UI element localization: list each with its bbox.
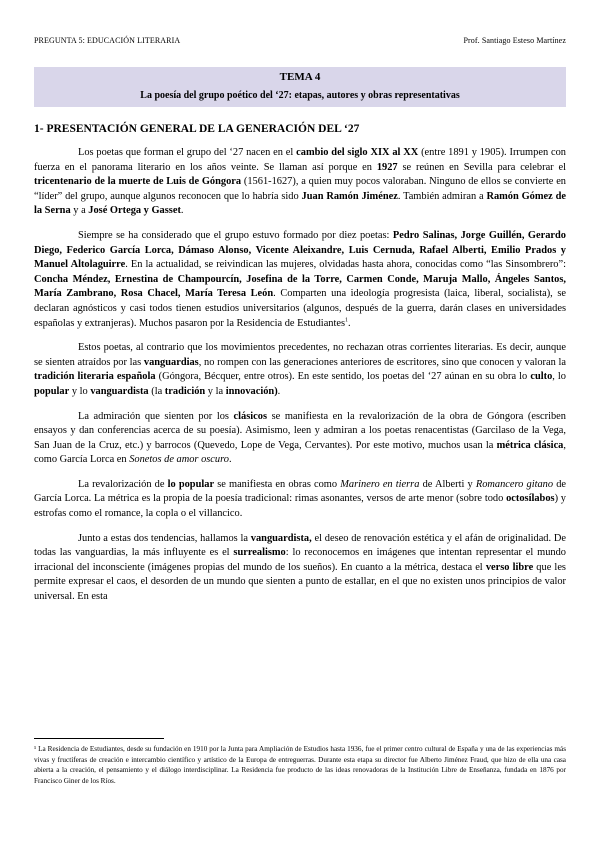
bold-text: popular: [34, 385, 70, 397]
bold-text: octosílabos: [506, 493, 555, 505]
text-run: y a: [70, 205, 89, 217]
paragraph: [34, 410, 566, 468]
text-run: .: [277, 385, 281, 397]
text-run: , no rompen con las generaciones anteriores de escritores, sino que conocen y valoran la: [198, 356, 566, 368]
paragraph: [34, 341, 566, 399]
bold-text: Juan Ramón Jiménez: [301, 190, 398, 202]
bold-text: tricentenario de la muerte de Luis de Góngora: [34, 176, 242, 188]
bold-text: surrealismo: [233, 547, 286, 559]
text-run: . También admiran a: [397, 190, 487, 202]
text-run: La revalorización de: [78, 478, 168, 490]
text-run: de Alberti y: [419, 478, 476, 490]
text-run: , lo: [552, 371, 567, 383]
bold-text: José Ortega y Gasset: [88, 205, 181, 217]
text-run: . En la actualidad, se reivindican las mujeres, olvidadas hasta ahora, conocidas como “las Sinsombrero”:: [125, 259, 566, 271]
text-run: La admiración que sienten por los: [78, 410, 234, 422]
text-run: (entre 1891 y 1905). Irrumpen con fuerza en el panorama literario en los años veinte. Se llaman así porque en: [34, 147, 566, 173]
text-run: (1561-1627), a quien muy pocos valoraban. Ninguno de ellos se convierte en “líder” del grupo, aunque algunos reconocen que lo habría sido: [34, 176, 567, 202]
text-run: que les permite expresar el caos, el desorden de un mundo que sienten a punto de estallar, en el que no existen unos principios de valor universal. En esta: [34, 561, 566, 603]
footnote-ref: 1: [345, 317, 349, 324]
bold-text: vanguardista,: [250, 532, 312, 544]
bold-text: clásicos: [233, 410, 268, 422]
bold-text: Ramón Gómez de la Serna: [34, 190, 566, 217]
text-run: (Góngora, Bécquer, entre otros). En este sentido, los poetas del ‘27 aúnan en su obra lo: [155, 371, 531, 383]
bold-text: lo popular: [167, 478, 215, 490]
paragraph: [34, 478, 566, 522]
text-run: .: [348, 317, 351, 329]
text-run: se manifiesta en obras como: [214, 478, 341, 490]
bold-text: vanguardias: [143, 356, 199, 368]
text-run: y lo: [69, 385, 91, 397]
text-run: , como García Lorca en: [34, 439, 566, 466]
bold-text: culto: [530, 371, 553, 383]
italic-title: Romancero gitano: [475, 478, 554, 490]
text-run: ) y estrofas como el romance, la copla o el villancico.: [34, 493, 566, 520]
italic-title: Marinero en tierra: [340, 478, 420, 490]
header-teacher: Prof. Santiago Esteso Martínez: [463, 36, 566, 45]
text-run: se reúnen en Sevilla para celebrar el: [397, 161, 566, 173]
bold-text: vanguardista: [90, 385, 149, 397]
topic-subtitle: La poesía del grupo poético del ‘27: etapas, autores y obras representativas: [140, 90, 460, 101]
paragraph: [34, 229, 566, 331]
italic-title: Sonetos de amor oscuro: [129, 454, 229, 466]
bold-text: innovación): [225, 385, 278, 397]
bold-text: cambio del siglo XIX al XX: [296, 147, 419, 158]
text-run: .: [228, 454, 232, 466]
text-run: se manifiesta en la revalorización de la obra de Góngora (escriben ensayos y dan conferencias acerca de su poesía). Asimismo, leen y admiran a los poetas renacentistas (Garcilaso de la Vega, San Juan de la Cruz, etc.) y barrocos (Quevedo, Lope de Vega, Cervantes). Por este motivo, muchos usan la: [34, 410, 566, 451]
text-run: y la: [205, 385, 226, 397]
text-run: de García Lorca. La métrica es la propia de la poesía tradicional: rimas asonantes, versos de arte menor (sobre todo: [34, 478, 567, 505]
bold-text: tradición: [164, 385, 206, 397]
bold-text: Pedro Salinas, Jorge Guillén, Gerardo Diego, Federico García Lorca, Dámaso Alonso, Vicente Aleixandre, Luis Cernuda, Rafael Alberti, Emilio Prados y Manuel Altolaguirre: [34, 229, 566, 271]
bold-text: 1927: [376, 161, 398, 173]
paragraph: [34, 146, 566, 219]
paragraph: [34, 532, 566, 605]
topic-title: TEMA 4: [279, 71, 321, 83]
text-run: : lo reconocemos en imágenes que intentan representar el mundo irracional del inconsciente (imágenes propias del mundo de los sueños). En cuanto a la métrica, destaca el: [34, 547, 566, 573]
footnote-separator: [34, 738, 164, 739]
body-text: [34, 146, 566, 615]
footnote: ¹ La Residencia de Estudiantes, desde su fundación en 1910 por la Junta para Ampliación de Estudios hasta 1936, fue el primer centro cultural de España y una de las experiencias más vivas y fructíferas de creación e intercambio científico y artístico de la Europa de entreguerras. Durante esta etapa su director fue Alberto Jiménez Fraud, que hizo de ella una casa abierta a la creación, el pensamiento y el diálogo interdisciplinar. La Residencia fue producto de las ideas renovadoras de la Institución Libre de Enseñanza, fundada en 1876 por Francisco Giner de los Ríos.: [34, 745, 566, 785]
title-box: [34, 67, 566, 107]
bold-text: Concha Méndez, Ernestina de Champourcín, Josefina de la Torre, Carmen Conde, Maruja Mallo, Ángeles Santos, María Zambrano, Rosa Chacel, María Teresa León: [34, 273, 566, 300]
bold-text: métrica clásica: [496, 439, 564, 451]
text-run: (la: [148, 385, 165, 397]
text-run: Estos poetas, al contrario que los movimientos precedentes, no rechazan otras corrientes literarias. Es decir, aunque se sienten atraídos por las: [34, 342, 566, 368]
text-run: . Comparten una ideología progresista (laica, liberal, socialista), se declaran agnósticos y casi todos tienen estudios universitarios (algunos, después de la guerra, darán clases en universidades españolas y extranjeras). Muchos pasaron por la Residencia de Estudiantes: [34, 288, 566, 329]
bold-text: tradición literaria española: [34, 371, 156, 383]
text-run: .: [180, 205, 184, 217]
text-run: Siempre se ha considerado que el grupo estuvo formado por diez poetas:: [78, 229, 393, 241]
bold-text: verso libre: [485, 561, 534, 573]
text-run: el deseo de renovación estética y el afán de originalidad. De todas las vanguardias, la más influyente es el: [34, 532, 567, 559]
text-run: Los poetas que forman el grupo del ‘27 nacen en el: [78, 147, 297, 158]
section-heading: 1- PRESENTACIÓN GENERAL DE LA GENERACIÓN DEL ‘27: [34, 123, 360, 135]
text-run: Junto a estas dos tendencias, hallamos la: [78, 532, 251, 544]
header-subject: PREGUNTA 5: EDUCACIÓN LITERARIA: [34, 36, 181, 45]
